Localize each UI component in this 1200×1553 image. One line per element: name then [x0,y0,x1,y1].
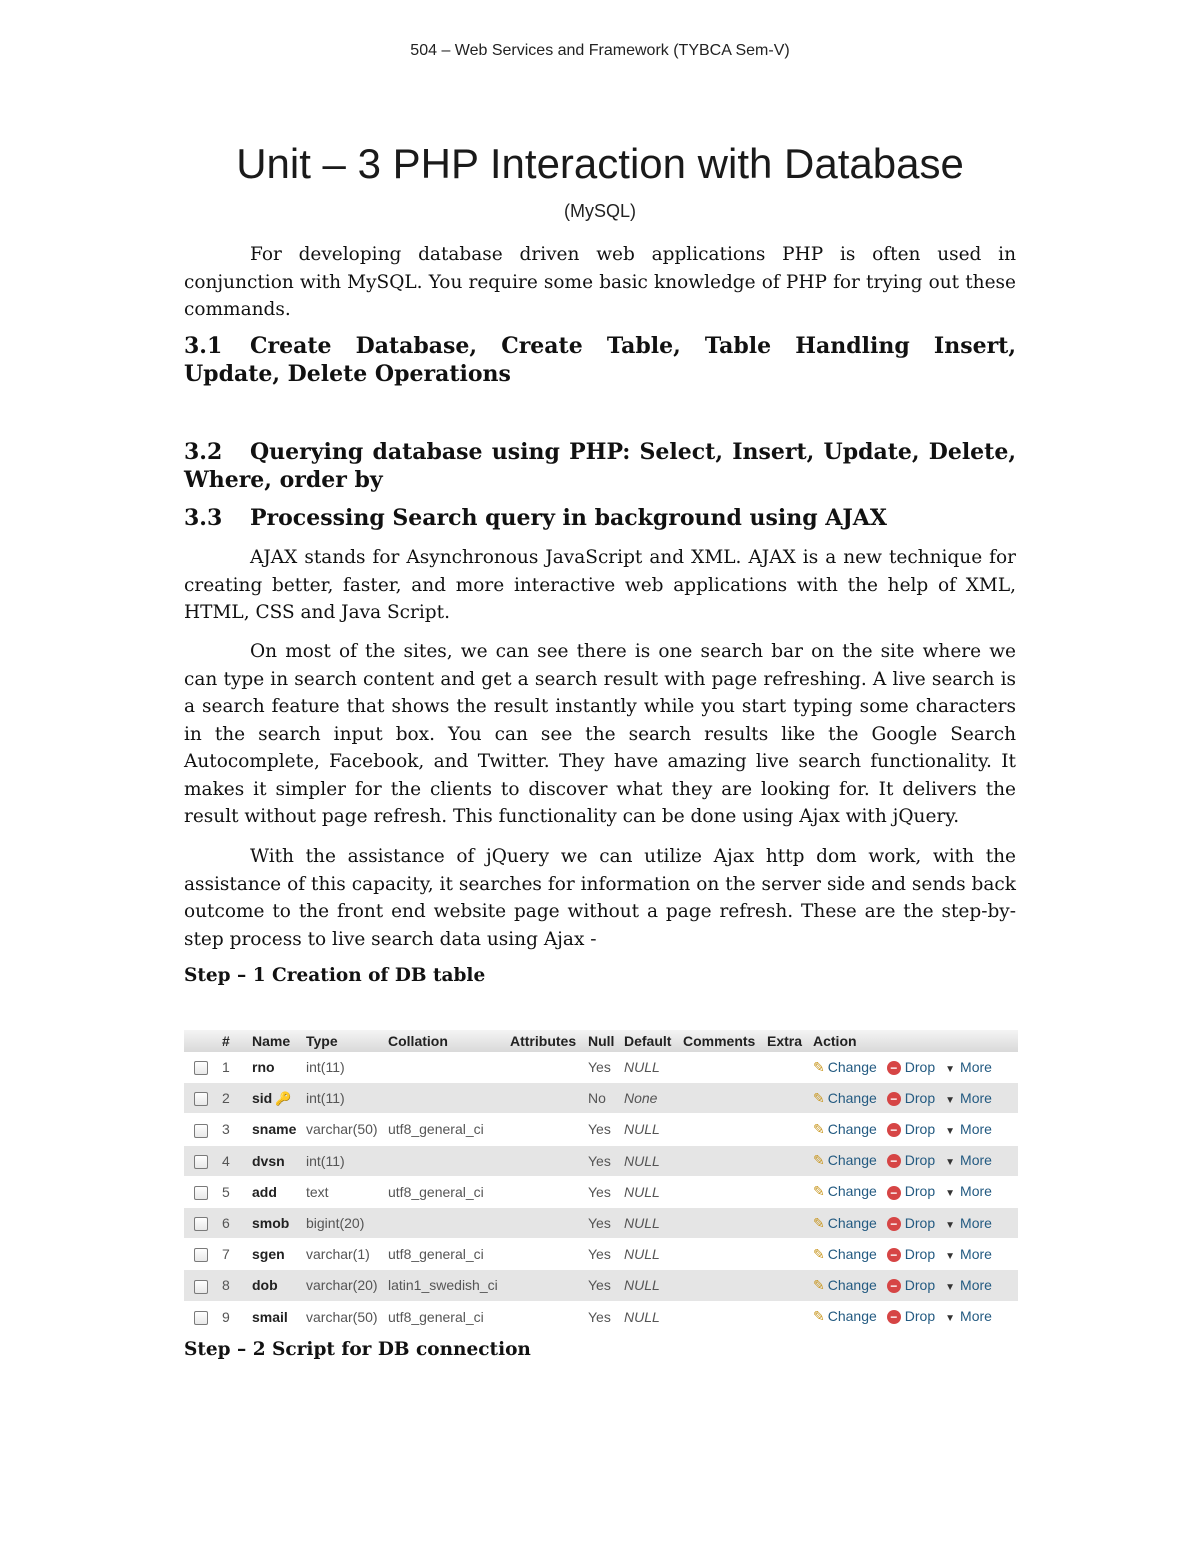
row-checkbox[interactable] [194,1092,208,1106]
change-button[interactable] [813,1152,877,1169]
paragraph: AJAX stands for Asynchronous JavaScript and XML. AJAX is a new technique for creating better, faster, and more interactive web applications with the help of XML, HTML, CSS and Java Script. [184,547,1016,623]
field-comments [681,1270,765,1301]
drop-label: Drop [904,1058,936,1075]
row-actions [811,1239,1018,1270]
more-label: More [960,1183,992,1200]
table-row [184,1270,1018,1301]
field-attributes [508,1207,586,1238]
section-title: Querying database using PHP: Select, Insert, Update, Delete, Where, order by [184,439,1016,493]
field-type: bigint(20) [304,1207,386,1238]
drop-label: Drop [904,1120,936,1137]
field-extra [765,1270,811,1301]
column-header[interactable]: Default [622,1030,681,1052]
db-structure-table [184,1030,1018,1333]
column-header[interactable]: # [220,1030,250,1052]
field-attributes [508,1145,586,1176]
more-button[interactable] [945,1183,992,1199]
live-search-paragraph-block [184,638,1016,831]
field-name: sname [252,1121,297,1138]
more-button[interactable] [945,1308,992,1324]
table-row [184,1301,1018,1332]
more-button[interactable] [945,1215,992,1231]
more-label: More [960,1152,992,1169]
field-null: Yes [586,1176,622,1207]
section-number: 3.1 [184,333,223,359]
row-checkbox[interactable] [194,1155,208,1169]
row-number: 7 [220,1239,250,1270]
pencil-icon: ✎ [813,1183,825,1200]
field-type: text [304,1176,386,1207]
dropdown-triangle-icon: ▼ [945,1063,956,1075]
field-type: int(11) [304,1145,386,1176]
more-label: More [960,1276,992,1293]
pencil-icon: ✎ [813,1152,825,1169]
drop-button[interactable] [887,1152,935,1168]
row-number: 9 [220,1301,250,1332]
step-heading: Step – 1 Creation of DB table [184,965,486,986]
field-collation [386,1083,508,1114]
drop-button[interactable] [887,1308,935,1324]
field-null: Yes [586,1239,622,1270]
field-name: smob [252,1215,290,1232]
change-label: Change [827,1120,877,1137]
pencil-icon: ✎ [813,1058,825,1075]
more-label: More [960,1089,992,1106]
row-checkbox[interactable] [194,1280,208,1294]
field-null: No [586,1083,622,1114]
field-default: NULL [622,1052,681,1083]
field-comments [681,1052,765,1083]
row-actions [811,1114,1018,1145]
drop-button[interactable] [887,1277,935,1293]
more-button[interactable] [945,1152,992,1168]
dropdown-triangle-icon: ▼ [945,1281,956,1293]
drop-button[interactable] [887,1183,935,1199]
more-label: More [960,1308,992,1325]
change-label: Change [827,1276,877,1293]
drop-icon: − [887,1123,901,1137]
pencil-icon: ✎ [813,1214,825,1231]
field-attributes [508,1176,586,1207]
row-number: 6 [220,1207,250,1238]
column-header[interactable]: Attributes [508,1030,586,1052]
pencil-icon: ✎ [813,1245,825,1262]
drop-button[interactable] [887,1121,935,1137]
more-button[interactable] [945,1246,992,1262]
field-comments [681,1239,765,1270]
change-button[interactable] [813,1277,877,1294]
more-button[interactable] [945,1059,992,1075]
field-name: sgen [252,1246,285,1263]
column-header[interactable]: Collation [386,1030,508,1052]
field-extra [765,1239,811,1270]
section-number: 3.2 [184,439,223,465]
row-checkbox[interactable] [194,1248,208,1262]
row-checkbox[interactable] [194,1061,208,1075]
field-null: Yes [586,1145,622,1176]
drop-label: Drop [904,1245,936,1262]
table-row [184,1239,1018,1270]
drop-icon: − [887,1279,901,1293]
section-heading [184,504,1016,532]
field-default: NULL [622,1301,681,1332]
drop-icon: − [887,1092,901,1106]
jquery-paragraph-block [184,843,1016,953]
change-label: Change [827,1214,877,1231]
drop-button[interactable] [887,1246,935,1262]
field-attributes [508,1114,586,1145]
table-row [184,1207,1018,1238]
field-default: NULL [622,1114,681,1145]
section-3-1 [184,332,1016,388]
step-heading: Step – 2 Script for DB connection [184,1339,531,1360]
drop-label: Drop [904,1276,936,1293]
change-button[interactable] [813,1183,877,1200]
field-name: sid [252,1089,273,1106]
table-row [184,1176,1018,1207]
field-collation [386,1052,508,1083]
table-row [184,1083,1018,1114]
field-collation [386,1207,508,1238]
field-comments [681,1083,765,1114]
change-label: Change [827,1058,877,1075]
row-actions [811,1145,1018,1176]
ajax-paragraph-block [184,544,1016,627]
db-structure-screenshot [184,1030,1018,1333]
field-collation: utf8_general_ci [386,1176,508,1207]
field-comments [681,1301,765,1332]
row-actions [811,1270,1018,1301]
field-extra [765,1176,811,1207]
field-extra [765,1145,811,1176]
dropdown-triangle-icon: ▼ [945,1219,956,1231]
more-label: More [960,1120,992,1137]
field-comments [681,1145,765,1176]
drop-button[interactable] [887,1215,935,1231]
drop-label: Drop [904,1089,936,1106]
row-checkbox[interactable] [194,1217,208,1231]
field-name: rno [252,1059,275,1076]
column-header[interactable]: Name [250,1030,304,1052]
step-2-block [184,1339,1016,1360]
field-collation: utf8_general_ci [386,1114,508,1145]
section-3-2 [184,438,1016,494]
field-attributes [508,1239,586,1270]
dropdown-triangle-icon: ▼ [945,1188,956,1200]
field-comments [681,1176,765,1207]
row-number: 2 [220,1083,250,1114]
change-label: Change [827,1152,877,1169]
change-label: Change [827,1183,877,1200]
table-header-row [184,1030,1018,1052]
field-extra [765,1052,811,1083]
field-null: Yes [586,1052,622,1083]
change-button[interactable] [813,1121,877,1138]
row-actions [811,1301,1018,1332]
field-attributes [508,1301,586,1332]
drop-button[interactable] [887,1090,935,1106]
more-button[interactable] [945,1121,992,1137]
row-number: 3 [220,1114,250,1145]
row-checkbox[interactable] [194,1311,208,1325]
drop-label: Drop [904,1152,936,1169]
intro-block [184,241,1016,324]
field-type: varchar(50) [304,1301,386,1332]
more-label: More [960,1058,992,1075]
section-title: Processing Search query in background using AJAX [250,505,887,531]
change-button[interactable] [813,1090,877,1107]
drop-icon: − [887,1186,901,1200]
field-comments [681,1114,765,1145]
field-comments [681,1207,765,1238]
dropdown-triangle-icon: ▼ [945,1094,956,1106]
field-collation: utf8_general_ci [386,1301,508,1332]
field-name: dob [252,1277,278,1294]
table-body [184,1052,1018,1332]
column-header[interactable]: Comments [681,1030,765,1052]
change-label: Change [827,1245,877,1262]
field-attributes [508,1083,586,1114]
page-title: Unit – 3 PHP Interaction with Database [236,140,964,187]
field-default: NULL [622,1270,681,1301]
row-actions [811,1176,1018,1207]
field-default: NULL [622,1239,681,1270]
more-button[interactable] [945,1090,992,1106]
drop-icon: − [887,1310,901,1324]
row-number: 5 [220,1176,250,1207]
field-type: int(11) [304,1083,386,1114]
pencil-icon: ✎ [813,1089,825,1106]
field-extra [765,1207,811,1238]
column-header: Action [811,1030,1018,1052]
paragraph: With the assistance of jQuery we can utilize Ajax http dom work, with the assistance of this capacity, it searches for information on the server side and sends back outcome to the front end website page without a page refresh. These are the step-by-step process to live search data using Ajax - [184,846,1016,950]
dropdown-triangle-icon: ▼ [945,1250,956,1262]
column-header[interactable]: Extra [765,1030,811,1052]
row-actions [811,1052,1018,1083]
field-extra [765,1083,811,1114]
step-1-block [184,965,1016,986]
pencil-icon: ✎ [813,1276,825,1293]
field-default: None [622,1083,681,1114]
field-extra [765,1114,811,1145]
row-actions [811,1207,1018,1238]
section-heading [184,332,1016,388]
drop-icon: − [887,1248,901,1262]
field-default: NULL [622,1145,681,1176]
more-label: More [960,1245,992,1262]
column-header[interactable]: Null [586,1030,622,1052]
section-number: 3.3 [184,505,223,531]
field-attributes [508,1270,586,1301]
field-collation: utf8_general_ci [386,1239,508,1270]
field-type: varchar(20) [304,1270,386,1301]
pencil-icon: ✎ [813,1120,825,1137]
row-number: 8 [220,1270,250,1301]
drop-icon: − [887,1217,901,1231]
change-label: Change [827,1089,877,1106]
dropdown-triangle-icon: ▼ [945,1125,956,1137]
more-button[interactable] [945,1277,992,1293]
change-button[interactable] [813,1308,877,1325]
table-row [184,1145,1018,1176]
paragraph: On most of the sites, we can see there is one search bar on the site where we can type in search content and get a search result with page refreshing. A live search is a search feature that shows the result instantly while you start typing some characters in the search input box. You can see the search results like the Google Search Autocomplete, Facebook, and Twitter. They have amazing live search functionality. It makes it simpler for the clients to discover what they are looking for. It delivers the result without page refresh. This functionality can be done using Ajax with jQuery. [184,641,1016,827]
row-checkbox[interactable] [194,1124,208,1138]
field-collation [386,1145,508,1176]
field-type: varchar(50) [304,1114,386,1145]
field-extra [765,1301,811,1332]
pencil-icon: ✎ [813,1308,825,1325]
drop-icon: − [887,1061,901,1075]
field-name: dvsn [252,1152,285,1169]
drop-label: Drop [904,1308,936,1325]
field-default: NULL [622,1207,681,1238]
dropdown-triangle-icon: ▼ [945,1313,956,1325]
section-heading [184,438,1016,494]
field-name: add [252,1183,277,1200]
change-button[interactable] [813,1059,877,1076]
drop-button[interactable] [887,1059,935,1075]
drop-icon: − [887,1154,901,1168]
field-null: Yes [586,1207,622,1238]
field-default: NULL [622,1176,681,1207]
field-collation: latin1_swedish_ci [386,1270,508,1301]
field-type: varchar(1) [304,1239,386,1270]
page-header: 504 – Web Services and Framework (TYBCA Sem-V) [410,42,790,59]
change-label: Change [827,1308,877,1325]
key-icon: 🔑 [275,1090,292,1106]
drop-label: Drop [904,1183,936,1200]
intro-paragraph: For developing database driven web applications PHP is often used in conjunction with MySQL. You require some basic knowledge of PHP for trying out these commands. [184,244,1016,320]
row-number: 4 [220,1145,250,1176]
drop-label: Drop [904,1214,936,1231]
table-row [184,1052,1018,1083]
field-type: int(11) [304,1052,386,1083]
more-label: More [960,1214,992,1231]
section-3-3 [184,504,1016,532]
field-null: Yes [586,1270,622,1301]
table-row [184,1114,1018,1145]
dropdown-triangle-icon: ▼ [945,1157,956,1169]
field-name: smail [252,1308,288,1325]
row-number: 1 [220,1052,250,1083]
field-null: Yes [586,1114,622,1145]
row-checkbox[interactable] [194,1186,208,1200]
change-button[interactable] [813,1215,877,1232]
row-actions [811,1083,1018,1114]
page-subtitle: (MySQL) [564,201,636,221]
change-button[interactable] [813,1246,877,1263]
field-attributes [508,1052,586,1083]
section-title: Create Database, Create Table, Table Handling Insert, Update, Delete Operations [184,333,1016,387]
field-null: Yes [586,1301,622,1332]
column-header[interactable]: Type [304,1030,386,1052]
